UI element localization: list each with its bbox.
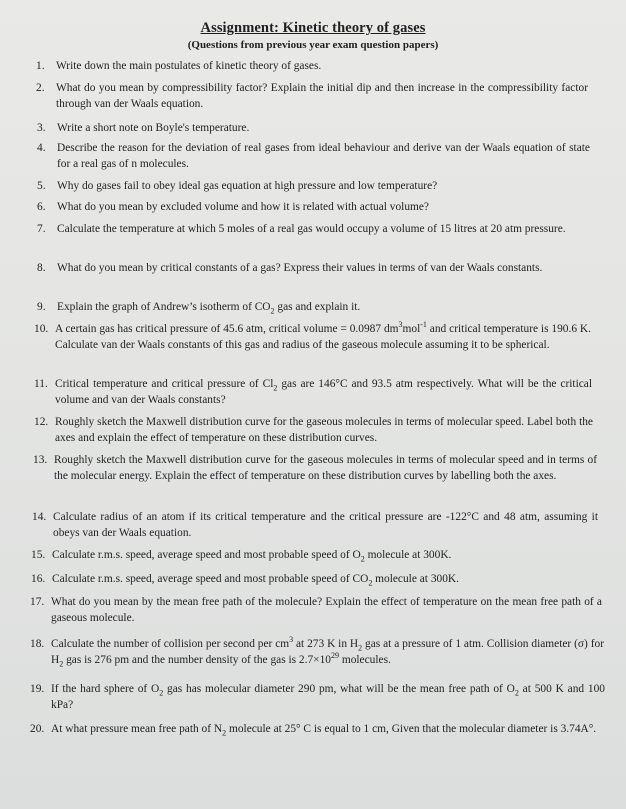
question-number: 16. [31,573,46,585]
question-number: 4. [37,142,46,154]
question-number: 3. [37,122,46,134]
question-text: What do you mean by critical constants of a gas? Express their values in terms of van der Waals constants. [57,262,543,274]
question-text: At what pressure mean free path of $N_2$ molecule at 25° C is equal to 1 cm, Given that the molecular diameter is 3.74A°. [51,723,597,738]
question-3 [37,121,589,137]
question-18 [30,637,604,668]
question-text: Calculate the temperature at which 5 moles of a real gas would occupy a volume of 15 litres at 20 atm pressure. [57,223,566,235]
question-number: 14. [32,511,47,523]
question-10 [34,322,591,353]
question-number: 6. [37,201,46,213]
question-number: 12. [34,416,49,428]
question-15 [31,548,599,564]
question-text: Calculate the number of collision per second per $cm^3$ at 273 K in $H_2$ gas at a pressure of 1 atm. Collision diameter (σ) for $H_2$ gas is 276 pm and the number density of the gas is $2.7\times 10^{29}$ molecules. [51,635,604,668]
question-number: 7. [37,223,46,235]
question-number: 8. [37,262,46,274]
question-text: Calculate r.m.s. speed, average speed and most probable speed of $CO_2$ molecule at 300K. [52,573,459,588]
question-5 [37,179,590,195]
question-8 [37,261,590,277]
question-number: 17. [30,596,45,608]
question-text: What do you mean by excluded volume and how it is related with actual volume? [57,201,429,213]
question-19 [30,682,605,713]
question-text: Calculate radius of an atom if its critical temperature and the critical pressure are -122°C and 48 atm, assuming it obeys van der Waals equation. [53,511,598,539]
question-number: 5. [37,180,46,192]
question-number: 10. [34,323,49,335]
question-text: A certain gas has critical pressure of 45.6 atm, critical volume = 0.0987 $dm^3mol^{-1}$ and critical temperature is 190.6 K. Calculate van der Waals constants of this gas and radius of the gaseous molecule assuming it to be spherical. [55,320,592,351]
question-20 [30,722,607,738]
question-16 [31,572,599,588]
question-number: 11. [34,378,48,390]
question-12 [34,415,593,446]
question-9 [37,300,590,316]
question-6 [37,200,590,216]
question-text: What do you mean by the mean free path of the molecule? Explain the effect of temperature on the mean free path of a gaseous molecule. [51,596,602,624]
question-text: If the hard sphere of $O_2$ gas has molecular diameter 290 pm, what will be the mean free path of $O_2$ at 500 K and 100 kPa? [51,683,605,711]
question-number: 15. [31,549,46,561]
question-number: 13. [33,454,48,466]
question-text: Critical temperature and critical pressure of $Cl_2$ gas are 146°C and 93.5 atm respectively. What will be the critical volume and van der Waals constants? [55,378,593,406]
question-text: What do you mean by compressibility factor? Explain the initial dip and then increase in the compressibility factor through van der Waals equation. [56,82,588,110]
question-14 [32,510,598,541]
question-1 [36,59,588,75]
question-text: Why do gases fail to obey ideal gas equation at high pressure and low temperature? [57,180,438,192]
question-text: Explain the graph of Andrew’s isotherm of $CO_2$ gas and explain it. [57,301,361,316]
question-number: 9. [37,301,46,313]
page-title: Assignment: Kinetic theory of gases [200,20,426,36]
page-subtitle: (Questions from previous year exam question papers) [187,39,439,51]
question-number: 1. [36,60,45,72]
question-4 [37,141,590,172]
question-13 [33,453,597,484]
question-7 [37,222,590,238]
question-11 [34,377,592,408]
question-text: Write down the main postulates of kinetic theory of gases. [56,60,322,72]
question-text: Calculate r.m.s. speed, average speed and most probable speed of $O_2$ molecule at 300K. [52,549,452,564]
question-17 [30,595,602,626]
question-number: 19. [30,683,45,695]
question-number: 2. [36,82,45,94]
question-2 [36,81,588,112]
question-number: 18. [30,638,45,650]
question-text: Roughly sketch the Maxwell distribution curve for the gaseous molecules in terms of molecular speed and in terms of the molecular energy. Explain the effect of temperature on these distribution curves by labelling both the axes. [54,454,597,482]
question-text: Roughly sketch the Maxwell distribution curve for the gaseous molecules in terms of molecular speed. Label both the axes and explain the effect of temperature on these distribution curves. [55,416,593,444]
question-number: 20. [30,723,45,735]
question-text: Write a short note on Boyle's temperature. [57,122,250,134]
question-text: Describe the reason for the deviation of real gases from ideal behaviour and derive van der Waals equation of state for a real gas of n molecules. [57,142,590,170]
